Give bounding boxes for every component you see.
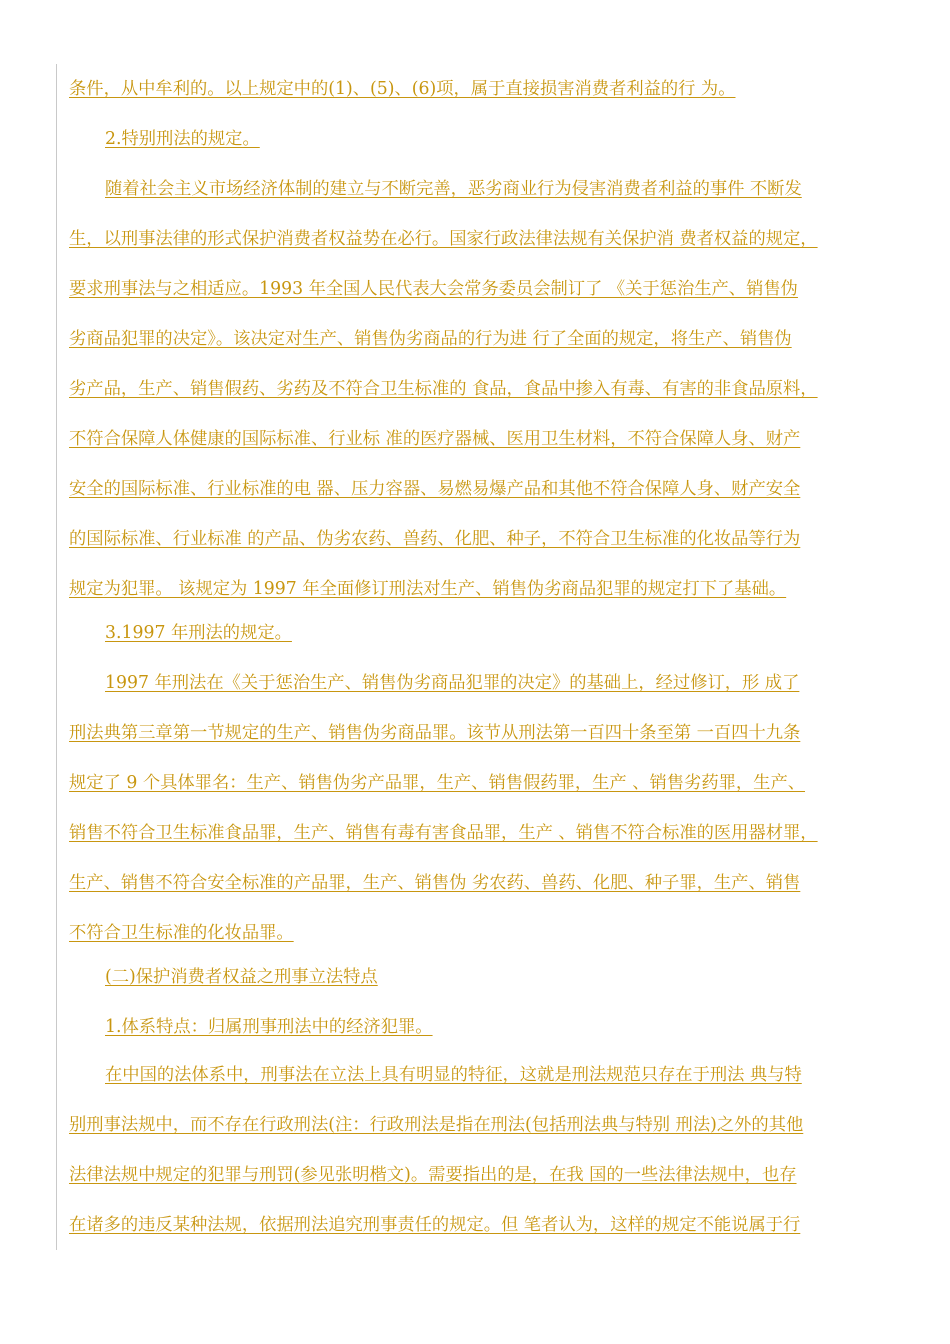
text-line	[69, 214, 906, 264]
paragraph-p4	[56, 608, 906, 658]
paragraph-p3	[56, 164, 906, 614]
line-text: 刑法典第三章第一节规定的生产、销售伪劣商品罪。该节从刑法第一百四十条至第 一百四十九条	[69, 723, 801, 743]
line-text: (二)保护消费者权益之刑事立法特点	[105, 967, 378, 987]
line-text: 规定了 9 个具体罪名：生产、销售伪劣产品罪，生产、销售假药罪，生产 、销售劣药罪，生产、	[69, 773, 806, 793]
text-line	[69, 314, 906, 364]
line-text: 规定为犯罪。 该规定为 1997 年全面修订刑法对生产、销售伪劣商品犯罪的规定打下了基础。	[69, 579, 787, 599]
text-line	[69, 1150, 906, 1200]
line-text: 不符合保障人体健康的国际标准、行业标 准的医疗器械、医用卫生材料，不符合保障人身、财产	[69, 429, 801, 449]
paragraph-p2	[56, 114, 906, 164]
paragraph-p1	[56, 64, 906, 114]
line-text: 在中国的法体系中，刑事法在立法上具有明显的特征，这就是刑法规范只存在于刑法 典与特	[105, 1065, 802, 1085]
line-text: 法律法规中规定的犯罪与刑罚(参见张明楷文)。需要指出的是，在我 国的一些法律法规中，也存	[69, 1165, 797, 1185]
line-text: 2.特别刑法的规定。	[105, 129, 260, 149]
text-line	[69, 64, 906, 114]
text-line	[69, 264, 906, 314]
text-line	[69, 364, 906, 414]
line-text: 1997 年刑法在《关于惩治生产、销售伪劣商品犯罪的决定》的基础上，经过修订，形 成了	[105, 673, 800, 693]
line-text: 3.1997 年刑法的规定。	[105, 623, 292, 643]
line-text: 生产、销售不符合安全标准的产品罪，生产、销售伪 劣农药、兽药、化肥、种子罪，生产、销售	[69, 873, 801, 893]
line-text: 在诸多的违反某种法规，依据刑法追究刑事责任的规定。但 笔者认为，这样的规定不能说属于行	[69, 1215, 801, 1235]
text-line	[69, 464, 906, 514]
text-line	[69, 564, 906, 614]
text-line	[69, 608, 906, 658]
line-text: 别刑事法规中，而不存在行政刑法(注：行政刑法是指在刑法(包括刑法典与特别 刑法)之外的其他	[69, 1115, 804, 1135]
line-text: 劣商品犯罪的决定》。该决定对生产、销售伪劣商品的行为进 行了全面的规定，将生产、销售伪	[69, 329, 792, 349]
text-line	[69, 658, 906, 708]
line-text: 条件，从中牟利的。以上规定中的(1)、(5)、(6)项，属于直接损害消费者利益的行 为。	[69, 79, 736, 99]
line-text: 要求刑事法与之相适应。1993 年全国人民代表大会常务委员会制订了 《关于惩治生产、销售伪	[69, 279, 798, 299]
line-text: 随着社会主义市场经济体制的建立与不断完善，恶劣商业行为侵害消费者利益的事件 不断发	[105, 179, 802, 199]
line-text: 1.体系特点：归属刑事刑法中的经济犯罪。	[105, 1017, 433, 1037]
text-line	[69, 1002, 906, 1052]
text-line	[69, 1200, 906, 1250]
line-text: 生，以刑事法律的形式保护消费者权益势在必行。国家行政法律法规有关保护消 费者权益的规定，	[69, 229, 818, 249]
line-text: 销售不符合卫生标准食品罪，生产、销售有毒有害食品罪，生产 、销售不符合标准的医用器材罪，	[69, 823, 818, 843]
text-line	[69, 1100, 906, 1150]
paragraph-p5	[56, 658, 906, 958]
line-text: 不符合卫生标准的化妆品罪。	[69, 923, 294, 943]
paragraph-p7	[56, 1002, 906, 1052]
line-text: 的国际标准、行业标准 的产品、伪劣农药、兽药、化肥、种子，不符合卫生标准的化妆品等行为	[69, 529, 801, 549]
line-text: 劣产品，生产、销售假药、劣药及不符合卫生标准的 食品，食品中掺入有毒、有害的非食品原料，	[69, 379, 818, 399]
text-line	[69, 908, 906, 958]
text-line	[69, 858, 906, 908]
text-line	[69, 164, 906, 214]
text-line	[69, 808, 906, 858]
text-line	[69, 514, 906, 564]
text-line	[69, 1050, 906, 1100]
line-text: 安全的国际标准、行业标准的电 器、压力容器、易燃易爆产品和其他不符合保障人身、财产安全	[69, 479, 801, 499]
paragraph-p8	[56, 1050, 906, 1250]
paragraph-p6	[56, 952, 906, 1002]
text-line	[69, 414, 906, 464]
text-line	[69, 758, 906, 808]
text-line	[69, 114, 906, 164]
text-line	[69, 952, 906, 1002]
text-line	[69, 708, 906, 758]
